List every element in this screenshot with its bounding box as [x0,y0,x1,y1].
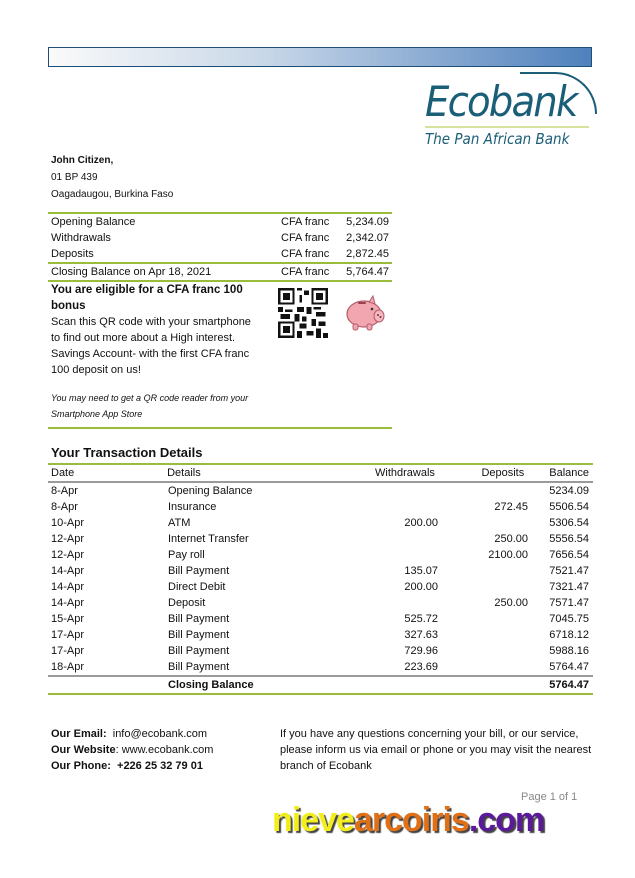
summary-row-closing [48,264,392,280]
cell-withdrawal: 200.00 [404,517,438,529]
cell-deposit [438,643,548,659]
table-row [48,611,593,627]
table-header [48,465,593,481]
empty-cell [338,677,438,693]
summary-currency: CFA franc [281,232,330,244]
cell-balance: 7571.47 [549,597,589,609]
cell-details: Insurance [168,501,217,513]
cell-details: Pay roll [168,549,205,561]
closing-balance: 5764.47 [549,679,589,691]
empty-cell [48,677,168,693]
table-row [48,627,593,643]
cell-date: 14-Apr [51,597,85,609]
cell-withdrawal [338,499,438,515]
cell-deposit [438,483,548,499]
cell-deposit [438,579,548,595]
cell-balance: 7656.54 [549,549,589,561]
contact-message: If you have any questions concerning your bill, or our service, please inform us via email or phone or you may visit the nearest branch of Ecobank [280,728,592,772]
cell-balance: 7045.75 [549,613,589,625]
table-row [48,531,593,547]
cell-balance: 5506.54 [549,501,589,513]
cell-date: 12-Apr [51,549,85,561]
cell-details: Deposit [168,597,206,609]
cell-withdrawal [338,483,438,499]
qr-code-icon [277,288,329,338]
cell-withdrawal: 327.63 [404,629,438,641]
divider [48,427,392,429]
summary-amount: 2,342.07 [346,232,389,244]
cell-balance: 6718.12 [549,629,589,641]
watermark-part: .com [468,801,545,839]
table-row [48,579,593,595]
summary-amount: 2,872.45 [346,248,389,260]
closing-balance-row [48,677,593,693]
logo-divider [425,126,589,128]
cell-withdrawal: 525.72 [404,613,438,625]
page-number: Page 1 of 1 [521,791,578,803]
cell-details: Bill Payment [168,565,230,577]
watermark [272,801,544,840]
cell-balance: 7321.47 [549,581,589,593]
cell-details: Bill Payment [168,629,230,641]
summary-currency: CFA franc [281,248,330,260]
contact-info [51,726,213,774]
cell-date: 15-Apr [51,613,85,625]
table-row [48,515,593,531]
watermark-part: arcoiris [353,801,469,839]
cell-details: ATM [168,517,191,529]
cell-details: Bill Payment [168,661,230,673]
cell-date: 18-Apr [51,661,85,673]
watermark-part: nieve [272,801,354,839]
cell-date: 10-Apr [51,517,85,529]
column-header-deposits: Deposits [481,467,525,479]
transactions-title: Your Transaction Details [51,445,203,460]
table-body [48,483,593,675]
logo-wordmark: Ecobank [425,77,577,126]
cell-deposit [438,627,548,643]
ecobank-logo [425,77,593,148]
cell-withdrawal: 729.96 [404,645,438,657]
cell-details: Bill Payment [168,645,230,657]
account-summary [48,212,392,282]
summary-row [48,246,392,262]
cell-balance: 5234.09 [549,485,589,497]
divider [48,693,593,695]
cell-date: 17-Apr [51,645,85,657]
piggy-bank-icon [342,293,386,333]
cell-details: Opening Balance [168,485,253,497]
cell-balance: 5988.16 [549,645,589,657]
cell-withdrawal [338,547,438,563]
table-row [48,499,593,515]
table-row [48,659,593,675]
cell-deposit: 250.00 [494,533,528,545]
cell-details: Internet Transfer [168,533,249,545]
email-label: Our Email: [51,728,107,740]
cell-details: Bill Payment [168,613,230,625]
summary-amount: 5,234.09 [346,216,389,228]
summary-label: Opening Balance [51,216,136,228]
customer-name: John Citizen, [51,155,114,166]
cell-withdrawal [338,595,438,611]
cell-deposit: 250.00 [494,597,528,609]
website-label: Our Website [51,744,116,756]
promo-note: You may need to get a QR code reader from your Smartphone App Store [51,393,249,419]
column-header-date: Date [51,467,75,479]
promo-headline: You are eligible for a CFA franc 100 bonus [51,284,243,312]
summary-amount: 5,764.47 [346,266,389,278]
summary-label: Withdrawals [51,232,111,244]
column-header-balance: Balance [549,467,589,479]
cell-withdrawal: 200.00 [404,581,438,593]
customer-address [51,152,173,203]
cell-date: 17-Apr [51,629,85,641]
cell-deposit [438,611,548,627]
cell-withdrawal [338,531,438,547]
cell-deposit [438,659,548,675]
cell-balance: 5556.54 [549,533,589,545]
promo-body: Scan this QR code with your smartphone to find out more about a High interest. Savings Account- with the first CFA franc 100 deposit on us! [51,316,251,376]
table-row [48,547,593,563]
logo-tagline: The Pan African Bank [425,130,570,148]
summary-row [48,214,392,230]
summary-row [48,230,392,246]
column-header-details: Details [167,467,201,479]
phone-number: +226 25 32 79 01 [117,760,203,772]
cell-deposit: 2100.00 [488,549,528,561]
cell-deposit [438,515,548,531]
cell-deposit: 272.45 [494,501,528,513]
summary-currency: CFA franc [281,266,330,278]
email-link[interactable]: info@ecobank.com [112,728,208,740]
cell-date: 14-Apr [51,581,85,593]
cell-date: 8-Apr [51,485,78,497]
cell-date: 14-Apr [51,565,85,577]
cell-withdrawal: 223.69 [404,661,438,673]
cell-date: 12-Apr [51,533,85,545]
summary-label: Closing Balance on Apr 18, 2021 [51,266,212,278]
closing-label: Closing Balance [168,679,254,691]
cell-balance: 5306.54 [549,517,589,529]
website-link[interactable]: : www.ecobank.com [115,744,214,756]
cell-balance: 7521.47 [549,565,589,577]
phone-label: Our Phone: [51,760,111,772]
cell-details: Direct Debit [168,581,226,593]
transactions-table [48,463,593,695]
table-row [48,595,593,611]
cell-balance: 5764.47 [549,661,589,673]
header-gradient-bar [48,47,592,67]
cell-deposit [438,563,548,579]
table-row [48,643,593,659]
promo-box [51,282,251,422]
summary-label: Deposits [51,248,94,260]
empty-cell [438,677,548,693]
address-line-1: 01 BP 439 [51,172,98,183]
cell-date: 8-Apr [51,501,78,513]
column-header-withdrawals: Withdrawals [375,467,435,479]
table-row [48,483,593,499]
cell-withdrawal: 135.07 [404,565,438,577]
address-line-2: Oagadaugou, Burkina Faso [51,189,174,200]
table-row [48,563,593,579]
summary-currency: CFA franc [281,216,330,228]
